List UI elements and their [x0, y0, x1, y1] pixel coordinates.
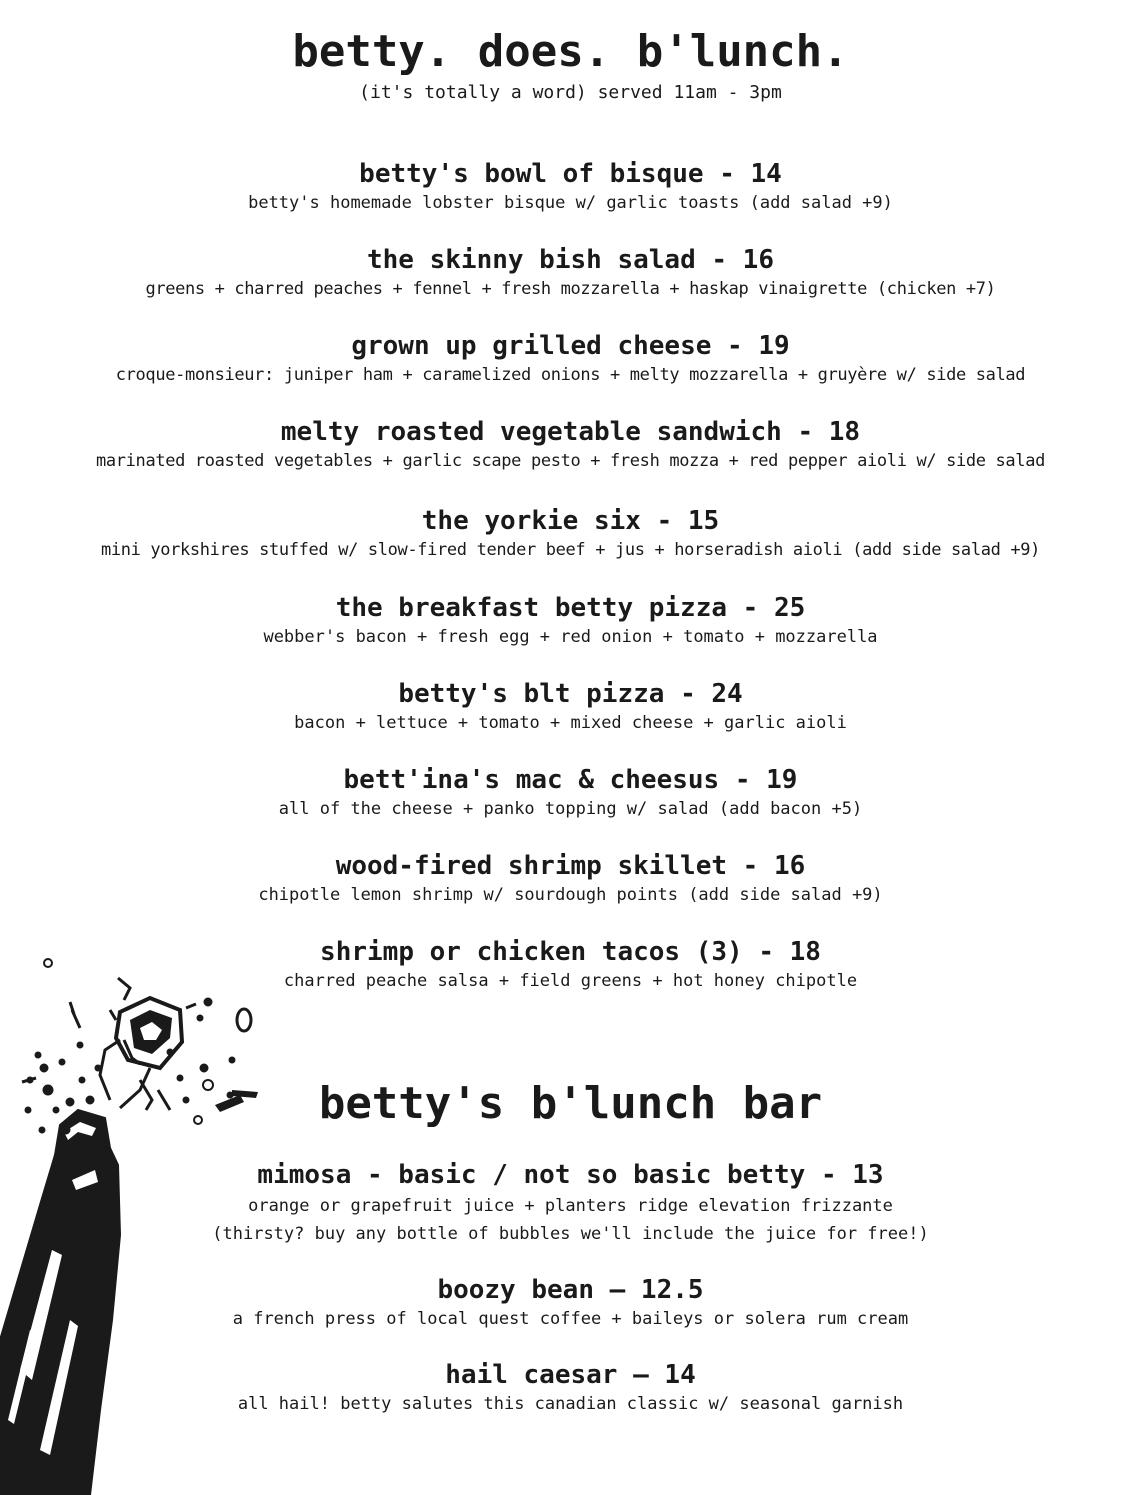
menu-item-name: wood-fired shrimp skillet - 16 — [335, 851, 806, 881]
menu-item-description: all of the cheese + panko topping w/ salad (add bacon +5) — [278, 799, 863, 819]
menu-item-name: the breakfast betty pizza - 25 — [335, 593, 806, 623]
bar-item-description: orange or grapefruit juice + planters ridge elevation frizzante — [248, 1196, 893, 1216]
menu-item — [0, 504, 1121, 562]
menu-item — [0, 849, 1121, 907]
menu-item — [0, 329, 1121, 387]
menu-item-description: croque-monsieur: juniper ham + caramelized onions + melty mozzarella + gruyère w/ side salad — [115, 365, 1026, 385]
bar-item-note: (thirsty? buy any bottle of bubbles we'll include the juice for free!) — [212, 1224, 929, 1244]
menu-item — [0, 157, 1121, 215]
menu-item-name: the skinny bish salad - 16 — [367, 245, 774, 275]
menu-item-description: greens + charred peaches + fennel + fresh mozzarella + haskap vinaigrette (chicken +7) — [145, 279, 996, 299]
menu-item-description: mini yorkshires stuffed w/ slow-fired tender beef + jus + horseradish aioli (add side salad +9) — [100, 540, 1041, 560]
menu-item-name: betty's blt pizza - 24 — [398, 679, 743, 709]
menu-item-description: chipotle lemon shrimp w/ sourdough points (add side salad +9) — [258, 885, 883, 905]
menu-item-name: betty's bowl of bisque - 14 — [359, 159, 782, 189]
bar-item-description: a french press of local quest coffee + baileys or solera rum cream — [232, 1309, 909, 1329]
menu-item-description: bacon + lettuce + tomato + mixed cheese + garlic aioli — [294, 713, 847, 733]
menu-item-name: bett'ina's mac & cheesus - 19 — [343, 765, 798, 795]
menu-item — [0, 763, 1121, 821]
menu-item-description: webber's bacon + fresh egg + red onion + tomato + mozzarella — [263, 627, 878, 647]
menu-item — [0, 591, 1121, 649]
menu-item-name: shrimp or chicken tacos (3) - 18 — [320, 937, 821, 967]
champagne-bottle-popping-icon — [0, 950, 280, 1495]
menu-subtitle: (it's totally a word) served 11am - 3pm — [359, 82, 782, 103]
menu-item — [0, 677, 1121, 735]
menu-item — [0, 415, 1121, 473]
menu-item-name: the yorkie six - 15 — [421, 506, 720, 536]
menu-item-description: charred peache salsa + field greens + hot honey chipotle — [283, 971, 858, 991]
bar-section-title: betty's b'lunch bar — [318, 1078, 823, 1129]
bar-item-description: all hail! betty salutes this canadian classic w/ seasonal garnish — [237, 1394, 904, 1414]
menu-title: betty. does. b'lunch. — [292, 26, 849, 77]
menu-item-description: betty's homemade lobster bisque w/ garlic toasts (add salad +9) — [248, 193, 893, 213]
bar-item-name: mimosa - basic / not so basic betty - 13 — [257, 1160, 884, 1190]
bar-item-name: hail caesar — 14 — [445, 1360, 696, 1390]
menu-item-description: marinated roasted vegetables + garlic scape pesto + fresh mozza + red pepper aioli w/ side salad — [96, 451, 1045, 471]
menu-item-name: grown up grilled cheese - 19 — [351, 331, 790, 361]
menu-item-name: melty roasted vegetable sandwich - 18 — [280, 417, 861, 447]
menu-item — [0, 243, 1121, 301]
bar-item-name: boozy bean — 12.5 — [437, 1275, 704, 1305]
